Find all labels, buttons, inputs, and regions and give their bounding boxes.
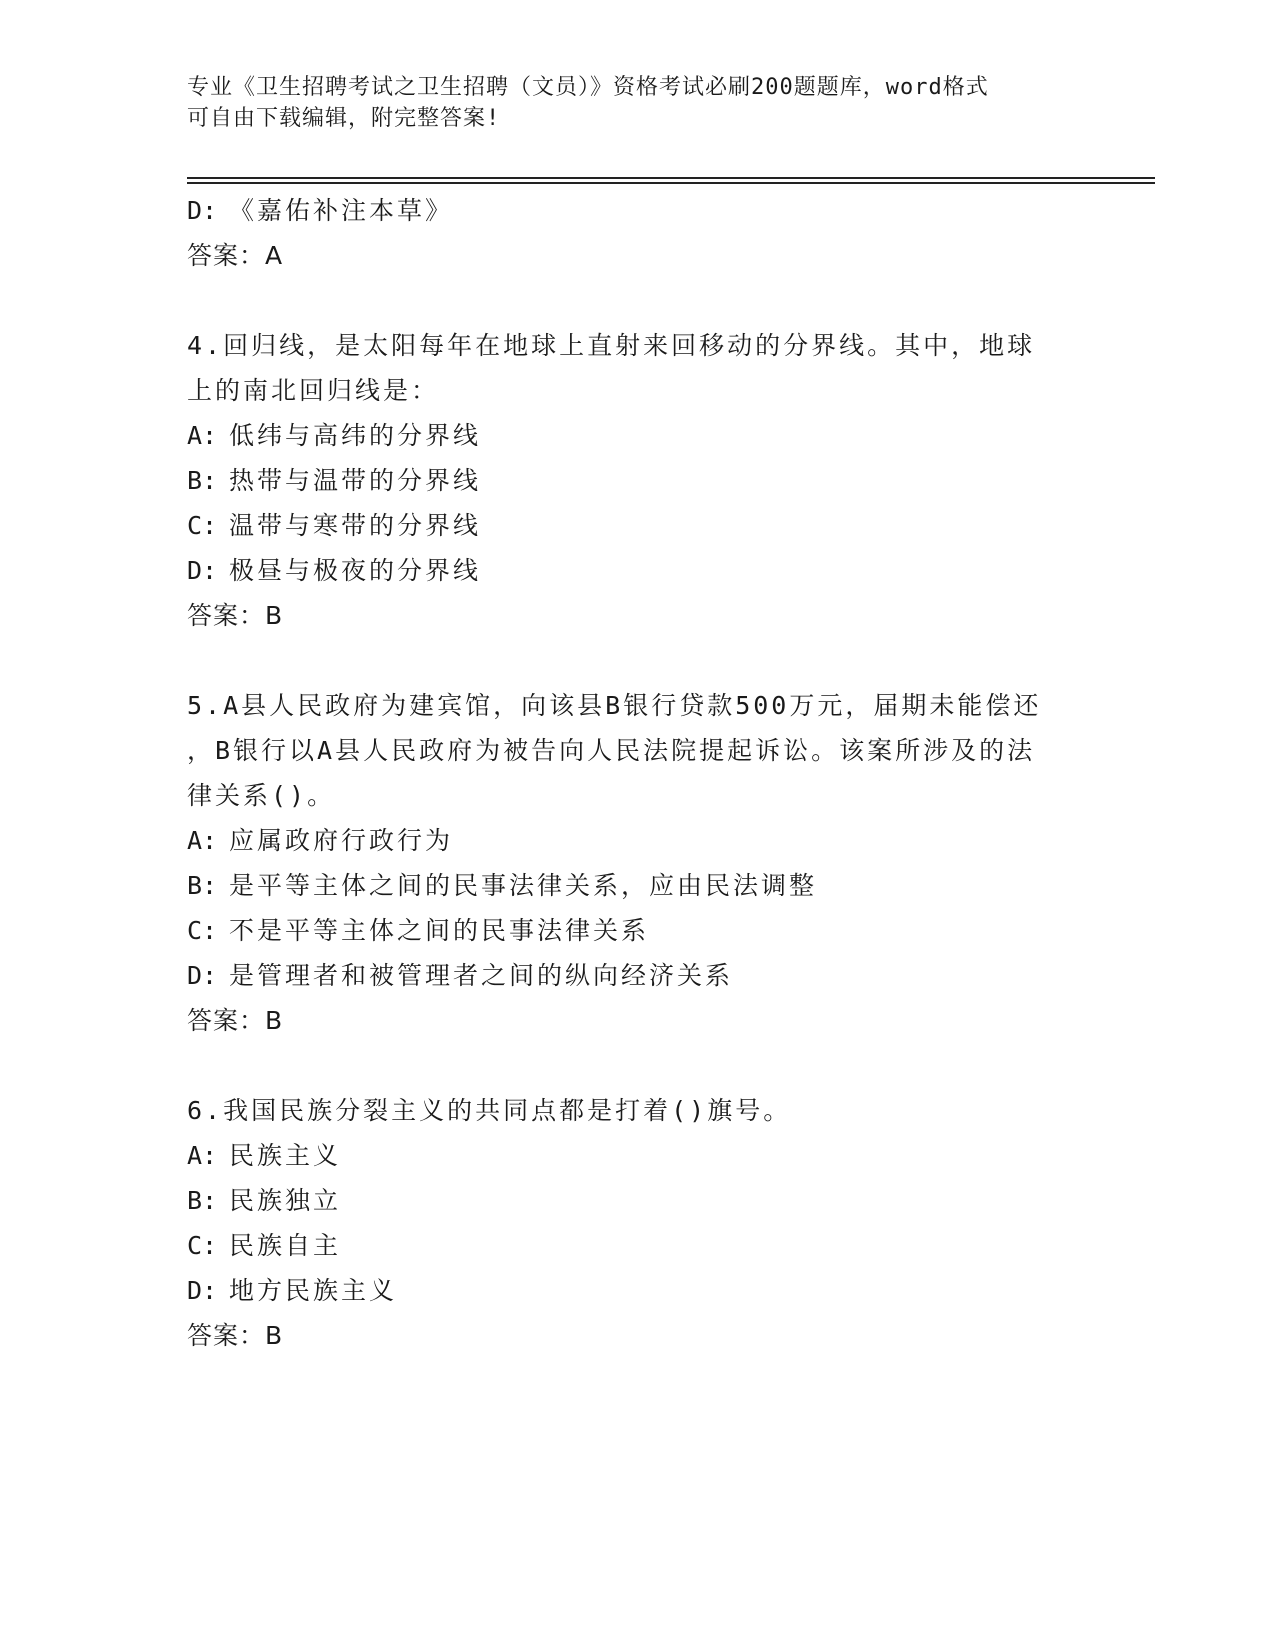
option-label: D: <box>187 196 218 225</box>
option-label: B: <box>187 1186 218 1215</box>
option-label: C: <box>187 916 218 945</box>
option-label: B: <box>187 466 218 495</box>
answer-line: 答案：B <box>187 1321 284 1350</box>
option-b <box>187 863 1087 908</box>
option-text: 热带与温带的分界线 <box>229 466 482 495</box>
option-label: B: <box>187 871 218 900</box>
option-label: D: <box>187 1276 218 1305</box>
option-a <box>187 1133 1087 1178</box>
option-label: C: <box>187 1231 218 1260</box>
header-title-line-2: 可自由下载编辑，附完整答案! <box>187 106 501 131</box>
spacer <box>187 278 1087 323</box>
question-text-line: 5.A县人民政府为建宾馆，向该县B银行贷款500万元，届期未能偿还 <box>187 691 1042 720</box>
question-text-line: 上的南北回归线是： <box>187 376 440 405</box>
option-d <box>187 548 1087 593</box>
header-divider-bottom <box>187 182 1155 184</box>
option-text: 低纬与高纬的分界线 <box>229 421 482 450</box>
option-text: 极昼与极夜的分界线 <box>229 556 482 585</box>
option-b <box>187 458 1087 503</box>
spacer <box>187 638 1087 683</box>
option-d <box>187 188 1087 233</box>
question-4 <box>187 323 1087 638</box>
option-text: 民族独立 <box>229 1186 342 1215</box>
option-text: 不是平等主体之间的民事法律关系 <box>229 916 650 945</box>
question-text-line: 律关系()。 <box>187 781 336 810</box>
option-text: 温带与寒带的分界线 <box>229 511 482 540</box>
option-d <box>187 953 1087 998</box>
header-title-line-1: 专业《卫生招聘考试之卫生招聘（文员）》资格考试必刷200题题库，word格式 <box>187 75 989 100</box>
option-text: 《嘉佑补注本草》 <box>229 196 454 225</box>
option-label: A: <box>187 826 218 855</box>
question-5 <box>187 683 1087 1043</box>
spacer <box>187 1043 1087 1088</box>
document-header <box>187 72 1087 134</box>
option-label: A: <box>187 421 218 450</box>
option-text: 民族主义 <box>229 1141 342 1170</box>
option-c <box>187 1223 1087 1268</box>
option-a <box>187 413 1087 458</box>
option-text: 是管理者和被管理者之间的纵向经济关系 <box>229 961 734 990</box>
option-text: 应属政府行政行为 <box>229 826 454 855</box>
option-text: 地方民族主义 <box>229 1276 398 1305</box>
option-text: 民族自主 <box>229 1231 342 1260</box>
option-text: 是平等主体之间的民事法律关系，应由民法调整 <box>229 871 818 900</box>
option-c <box>187 503 1087 548</box>
option-c <box>187 908 1087 953</box>
header-divider-top <box>187 177 1155 179</box>
question-text-line: 4.回归线，是太阳每年在地球上直射来回移动的分界线。其中，地球 <box>187 331 1036 360</box>
question-text-line: 6.我国民族分裂主义的共同点都是打着()旗号。 <box>187 1096 792 1125</box>
option-label: D: <box>187 556 218 585</box>
answer-line: 答案：B <box>187 1006 284 1035</box>
option-b <box>187 1178 1087 1223</box>
answer-line: 答案：B <box>187 601 284 630</box>
option-d <box>187 1268 1087 1313</box>
question-text-line: ，B银行以A县人民政府为被告向人民法院提起诉讼。该案所涉及的法 <box>187 736 1036 765</box>
option-label: A: <box>187 1141 218 1170</box>
question-6 <box>187 1088 1087 1358</box>
question-list <box>187 188 1087 1358</box>
answer-line: 答案：A <box>187 241 284 270</box>
option-a <box>187 818 1087 863</box>
option-label: C: <box>187 511 218 540</box>
option-label: D: <box>187 961 218 990</box>
